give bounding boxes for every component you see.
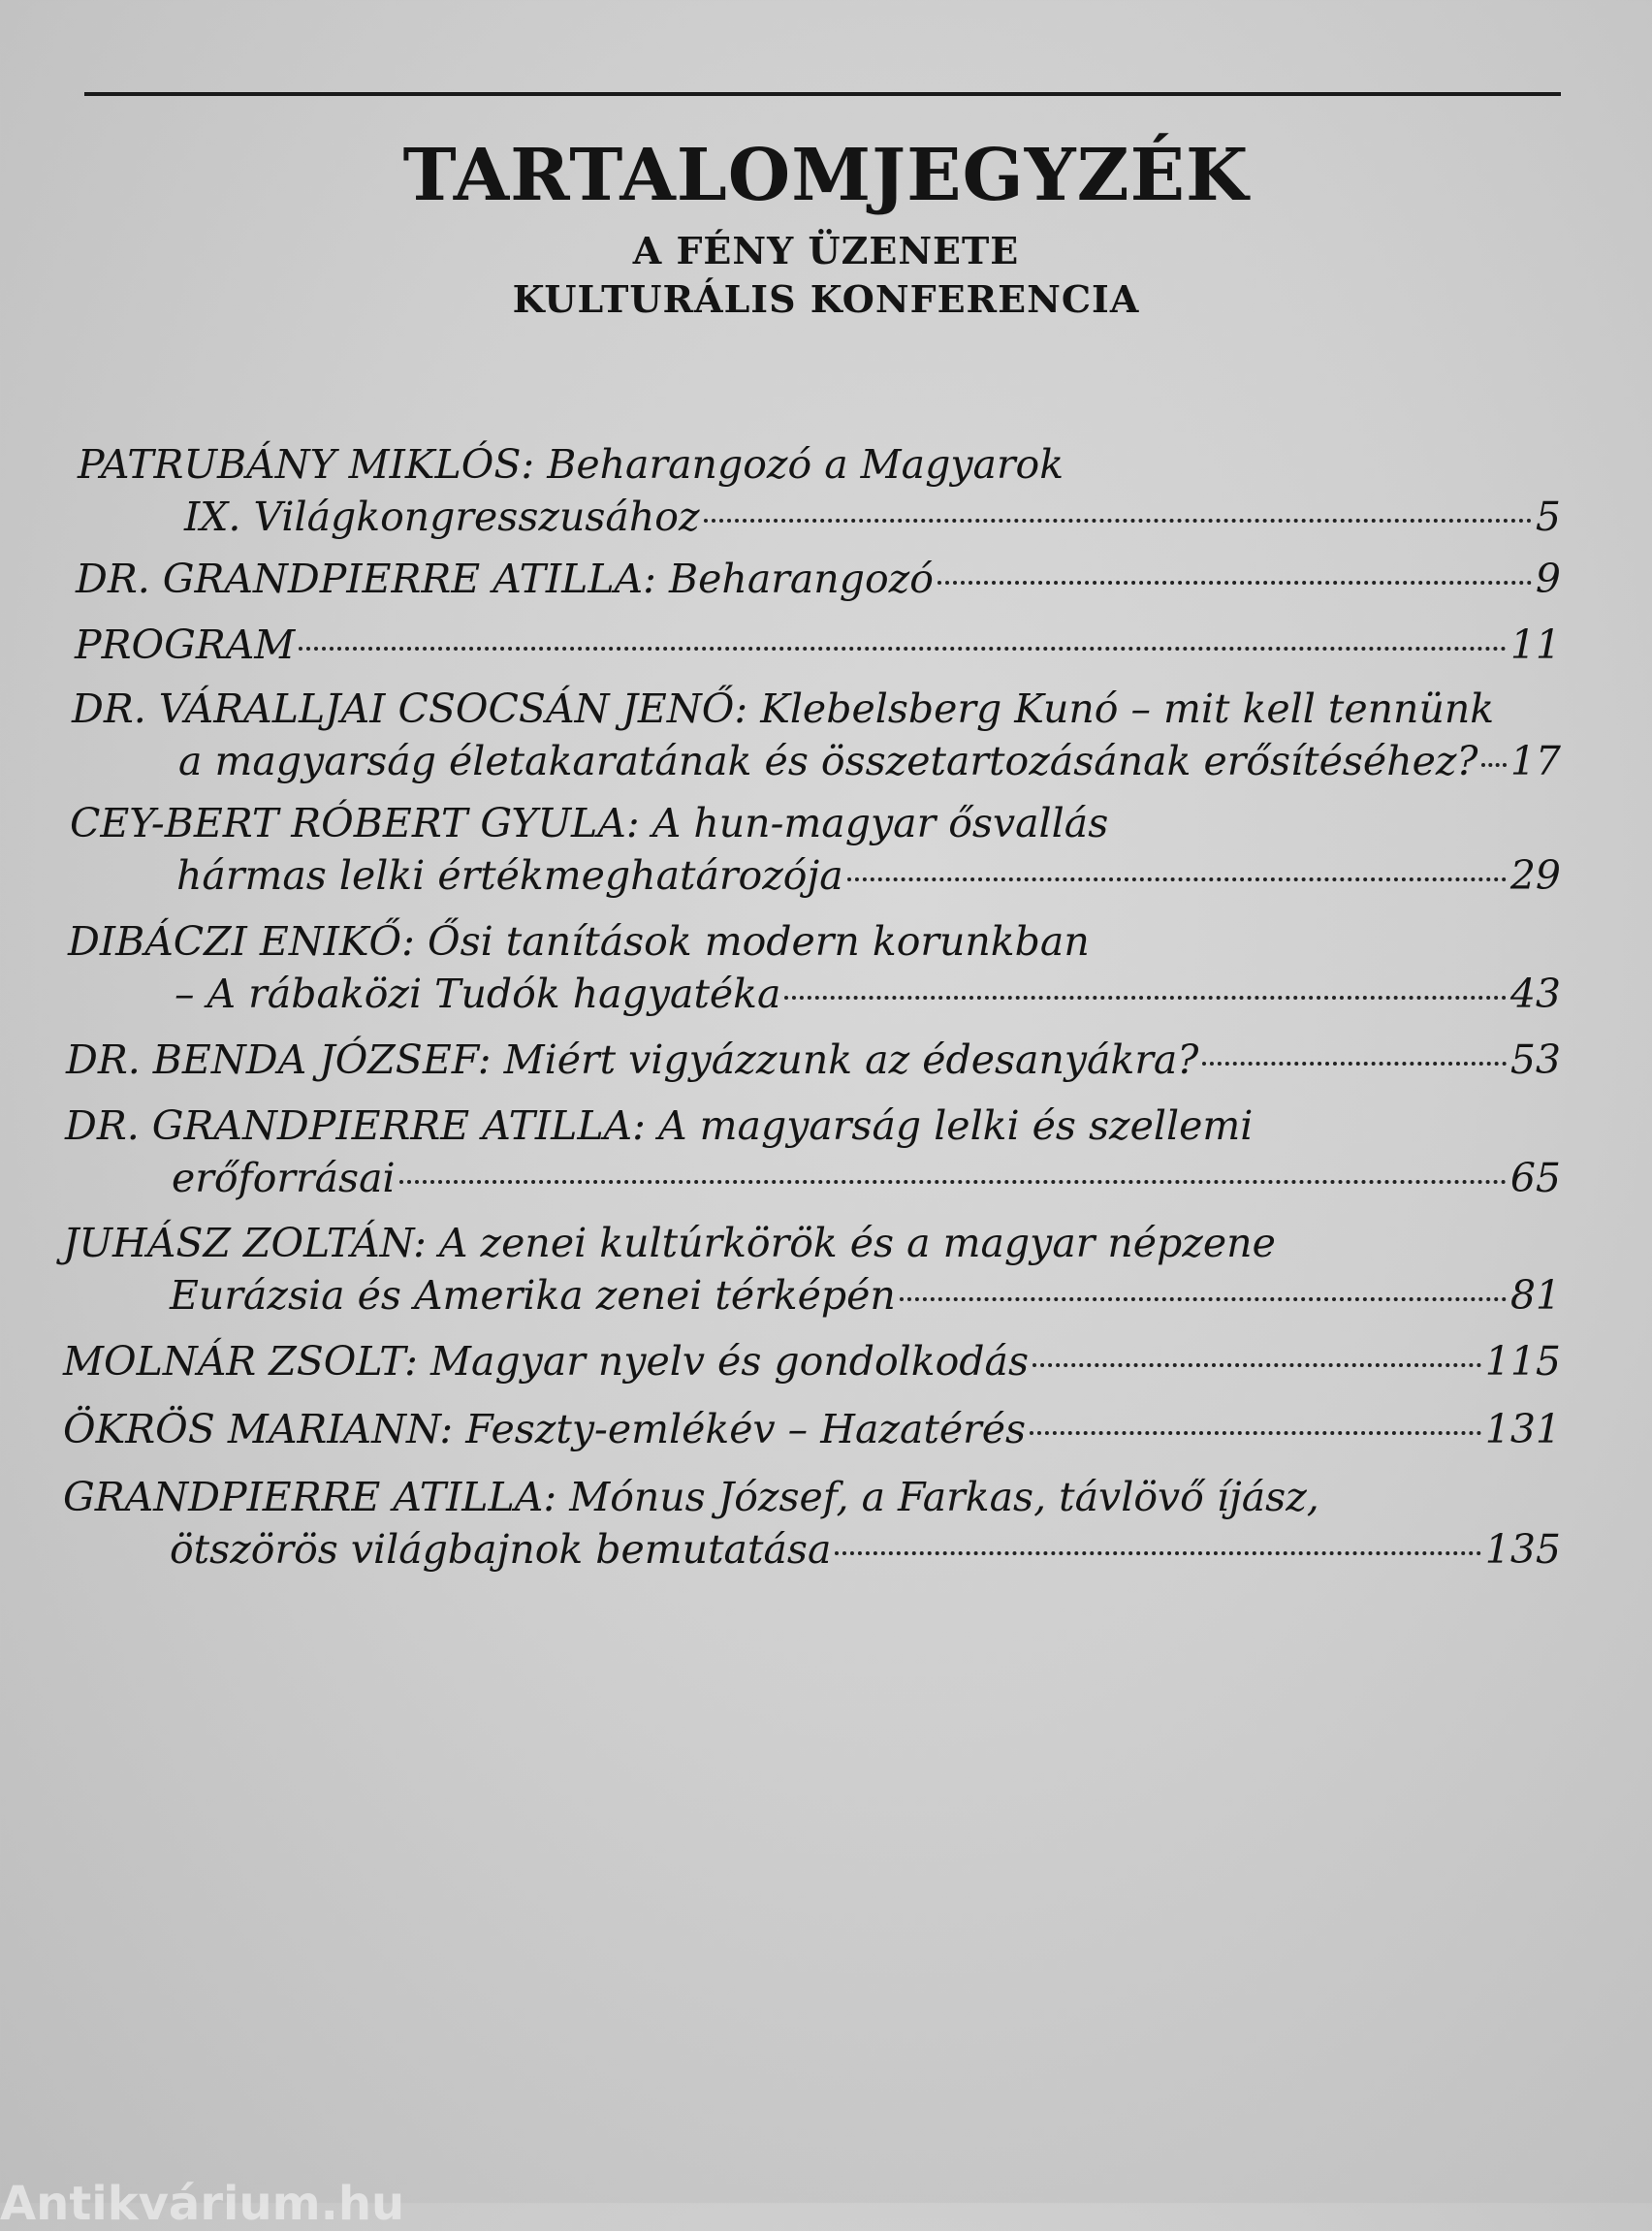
toc-entry-line	[78, 438, 1561, 491]
page-number: 43	[1509, 971, 1561, 1017]
page-number: 131	[1484, 1406, 1561, 1452]
toc-entry-text: DR. GRANDPIERRE ATILLA: A magyarság lelki és szellemi	[65, 1102, 1254, 1149]
dot-leader	[704, 519, 1532, 523]
toc-entry-text: DIBÁCZI ENIKŐ: Ősi tanítások modern korunkban	[68, 918, 1090, 965]
toc-entry-line	[66, 1034, 1561, 1086]
toc-entry-line	[63, 1523, 1561, 1576]
toc-entry[interactable]	[72, 683, 1561, 787]
watermark: Antikvárium.hu	[0, 2177, 405, 2231]
toc-entry-text: GRANDPIERRE ATILLA: Mónus József, a Farkas, távlövő íjász,	[63, 1474, 1319, 1520]
toc-entry-line	[70, 849, 1561, 902]
page-number: 29	[1509, 852, 1561, 899]
subtitle: A FÉNY ÜZENETE	[632, 229, 1020, 272]
toc-entry-line	[68, 968, 1561, 1020]
toc-entry[interactable]	[66, 1034, 1561, 1086]
top-rule	[84, 92, 1561, 96]
toc-entry-text: DR. BENDA JÓZSEF: Miért vigyázzunk az édesanyákra?	[66, 1036, 1199, 1083]
toc-entry-text: CEY-BERT RÓBERT GYULA: A hun-magyar ősvallás	[70, 800, 1109, 846]
toc-entry-text: ötszörös világbajnok bemutatása	[170, 1526, 832, 1573]
dot-leader	[784, 996, 1506, 1000]
toc-entry-text: MOLNÁR ZSOLT: Magyar nyelv és gondolkodás	[63, 1338, 1030, 1385]
toc-entry-line	[63, 1217, 1561, 1269]
toc-entry-text: PATRUBÁNY MIKLÓS: Beharangozó a Magyarok	[78, 441, 1064, 488]
page-number: 53	[1509, 1036, 1561, 1083]
toc-entry-text: ÖKRÖS MARIANN: Feszty-emlékév – Hazatérés	[63, 1406, 1027, 1452]
page-number: 135	[1484, 1526, 1561, 1573]
page-number: 65	[1509, 1155, 1561, 1201]
page-number: 9	[1535, 556, 1561, 602]
toc-entry-line	[65, 1152, 1561, 1204]
toc-entry-line	[68, 915, 1561, 968]
toc-entry-text: DR. GRANDPIERRE ATILLA: Beharangozó	[76, 556, 934, 602]
toc-entry-text: erőforrásai	[172, 1155, 396, 1201]
toc-entry-text: hármas lelki értékmeghatározója	[176, 852, 843, 899]
dot-leader	[1481, 763, 1506, 767]
dot-leader	[835, 1551, 1480, 1555]
dot-leader	[1202, 1062, 1506, 1066]
toc-entry-line	[63, 1403, 1561, 1455]
page-number: 5	[1535, 494, 1561, 540]
page-title: TARTALOMJEGYZÉK	[402, 134, 1250, 217]
toc-entry-text: PROGRAM	[75, 621, 296, 668]
toc-entry-line	[75, 619, 1561, 671]
page-number: 115	[1484, 1338, 1561, 1385]
toc-entry-text: JUHÁSZ ZOLTÁN: A zenei kultúrkörök és a magyar népzene	[63, 1220, 1276, 1266]
toc-entry-line	[76, 553, 1561, 605]
toc-entry-line	[63, 1471, 1561, 1523]
toc-entry-text: DR. VÁRALLJAI CSOCSÁN JENŐ: Klebelsberg Kunó – mit kell tennünk	[72, 685, 1495, 732]
dot-leader	[900, 1297, 1507, 1301]
dot-leader	[1032, 1363, 1481, 1367]
subtitle: KULTURÁLIS KONFERENCIA	[512, 277, 1140, 321]
toc-entry[interactable]	[78, 438, 1561, 543]
toc-entry-text: IX. Világkongresszusához	[184, 494, 700, 540]
toc-entry[interactable]	[70, 797, 1561, 902]
toc-entry-line	[65, 1100, 1561, 1152]
dot-leader	[1030, 1431, 1481, 1435]
toc-entry[interactable]	[75, 619, 1561, 671]
toc-entry-line	[63, 1269, 1561, 1322]
toc-entry-line	[70, 797, 1561, 849]
page-number: 17	[1509, 738, 1561, 784]
toc-entry-text: Eurázsia és Amerika zenei térképén	[170, 1272, 896, 1319]
toc-entry-text: – A rábaközi Tudók hagyatéka	[175, 971, 781, 1017]
page-number: 81	[1509, 1272, 1561, 1319]
toc-entry[interactable]	[63, 1403, 1561, 1455]
dot-leader	[937, 581, 1532, 585]
toc-entry-text: a magyarság életakaratának és összetartozásának erősítéséhez?	[178, 738, 1478, 784]
dot-leader	[399, 1180, 1507, 1184]
toc-entry[interactable]	[63, 1217, 1561, 1322]
toc-entry[interactable]	[63, 1471, 1561, 1576]
page-number: 11	[1509, 621, 1561, 668]
toc-entry[interactable]	[65, 1100, 1561, 1204]
toc-entry[interactable]	[63, 1335, 1561, 1387]
dot-leader	[847, 877, 1507, 881]
toc-entry-line	[78, 491, 1561, 543]
toc-entry-line	[72, 683, 1561, 735]
toc-entry-line	[63, 1335, 1561, 1387]
toc-entry[interactable]	[68, 915, 1561, 1020]
toc-entry[interactable]	[76, 553, 1561, 605]
dot-leader	[299, 647, 1507, 651]
toc-entry-line	[72, 735, 1561, 787]
